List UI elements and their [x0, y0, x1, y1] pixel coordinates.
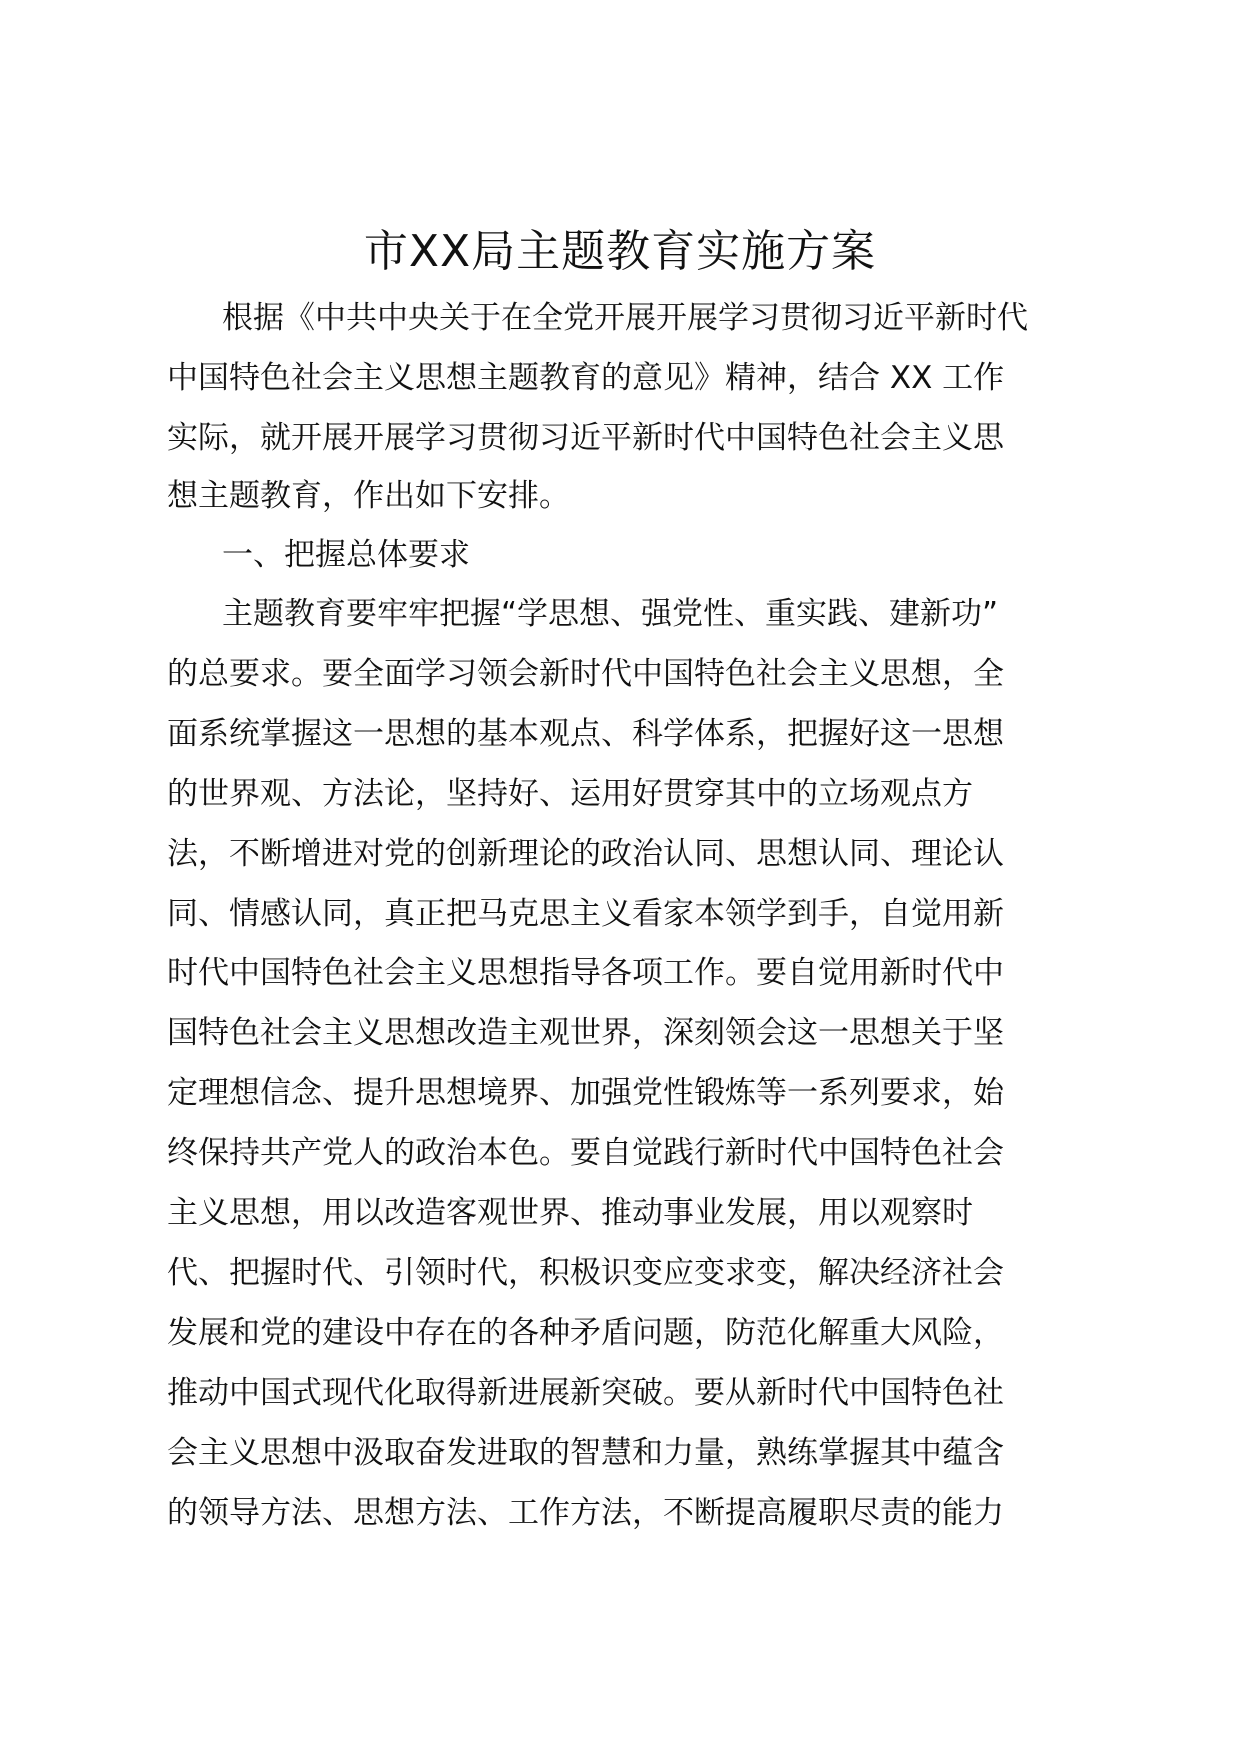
paragraph-line: 的世界观、方法论，坚持好、运用好贯穿其中的立场观点方: [167, 776, 973, 812]
paragraph-line: 面系统掌握这一思想的基本观点、科学体系，把握好这一思想: [167, 716, 1004, 752]
paragraph-line: 的总要求。要全面学习领会新时代中国特色社会主义思想，全: [167, 656, 1004, 692]
paragraph-line: 实际，就开展开展学习贯彻习近平新时代中国特色社会主义思: [167, 420, 1004, 456]
paragraph-line: 主题教育要牢牢把握“学思想、强党性、重实践、建新功”: [222, 596, 999, 632]
paragraph-line: 定理想信念、提升思想境界、加强党性锻炼等一系列要求，始: [167, 1075, 1004, 1111]
paragraph-line: 法，不断增进对党的创新理论的政治认同、思想认同、理论认: [167, 836, 1004, 872]
paragraph-line: 会主义思想中汲取奋发进取的智慧和力量，熟练掌握其中蕴含: [167, 1435, 1004, 1471]
paragraph-line: 时代中国特色社会主义思想指导各项工作。要自觉用新时代中: [167, 955, 1004, 991]
paragraph-line: 同、情感认同，真正把马克思主义看家本领学到手，自觉用新: [167, 896, 1004, 932]
paragraph-line: 中国特色社会主义思想主题教育的意见》精神，结合 XX 工作: [167, 360, 1005, 396]
section-heading: 一、把握总体要求: [222, 537, 470, 573]
paragraph-line: 推动中国式现代化取得新进展新突破。要从新时代中国特色社: [167, 1375, 1004, 1411]
paragraph-line: 根据《中共中央关于在全党开展开展学习贯彻习近平新时代: [222, 300, 1028, 336]
paragraph-line: 国特色社会主义思想改造主观世界，深刻领会这一思想关于坚: [167, 1015, 1004, 1051]
document-title: 市XX局主题教育实施方案: [363, 226, 877, 277]
paragraph-line: 想主题教育，作出如下安排。: [167, 478, 570, 514]
paragraph-line: 的领导方法、思想方法、工作方法，不断提高履职尽责的能力: [167, 1495, 1004, 1531]
paragraph-line: 终保持共产党人的政治本色。要自觉践行新时代中国特色社会: [167, 1135, 1004, 1171]
paragraph-line: 代、把握时代、引领时代，积极识变应变求变，解决经济社会: [167, 1255, 1004, 1291]
paragraph-line: 主义思想，用以改造客观世界、推动事业发展，用以观察时: [167, 1195, 973, 1231]
paragraph-line: 发展和党的建设中存在的各种矛盾问题，防范化解重大风险，: [167, 1315, 1004, 1351]
